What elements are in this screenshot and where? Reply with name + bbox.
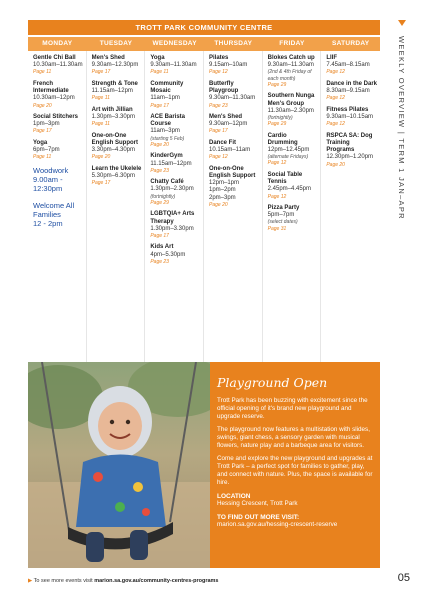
child-on-swing-image — [28, 362, 210, 568]
handwritten-note: 12:30pm — [33, 183, 63, 193]
feature-paragraph: The playground now features a multistation with slides, swings, giant chess, a sensory garden with musical flowers, nature play and a barbeque area for visitors. — [217, 426, 370, 449]
program-title: Fitness Pilates — [326, 106, 369, 113]
program-title: Dance Fit — [209, 139, 237, 146]
day-header: SATURDAY — [331, 40, 370, 47]
program-time: 3.30pm–4.30pm — [91, 147, 136, 154]
page-number: 05 — [397, 572, 410, 584]
more-info-label: TO FIND OUT MORE VISIT: — [217, 514, 300, 521]
program-page-ref: Page 12 — [209, 69, 228, 76]
program-page-ref: Page 12 — [326, 121, 345, 128]
program-entry — [209, 140, 259, 161]
program-time: 2.45pm–4.45pm — [267, 186, 312, 193]
program-entry — [268, 205, 318, 232]
handwritten-note: Families — [33, 209, 61, 219]
program-entry — [268, 55, 318, 88]
playground-photo — [28, 362, 210, 568]
program-time: 11am–1pm — [150, 95, 180, 102]
program-entry — [326, 55, 377, 76]
program-entry — [326, 107, 377, 128]
day-header: FRIDAY — [279, 40, 305, 47]
handwritten-note: 12 - 2pm — [33, 218, 63, 228]
program-entry — [92, 81, 142, 102]
program-entry — [209, 81, 259, 109]
program-entry — [150, 114, 200, 148]
program-entry — [268, 133, 318, 167]
program-entry — [150, 55, 200, 76]
program-entry — [92, 55, 142, 76]
program-time: 9.30am–11.30am — [150, 62, 197, 69]
program-time: 12pm–1pm 1pm–2pm 2pm–3pm — [209, 180, 240, 201]
footer-link[interactable]: marion.sa.gov.au/community-centres-programs — [94, 578, 219, 584]
program-page-ref: Page 29 — [267, 121, 287, 128]
program-time: 1.30pm–3.30pm — [150, 225, 194, 232]
centre-banner: TROTT PARK COMMUNITY CENTRE — [28, 20, 380, 35]
triangle-right-icon: ▶ — [28, 578, 33, 584]
program-title: Kids Art — [150, 244, 174, 251]
timetable — [28, 20, 380, 371]
program-page-ref: Page 11 — [150, 69, 169, 76]
program-time: 1.30pm–3.30pm — [91, 114, 136, 121]
program-time: 6pm–7pm — [33, 147, 60, 154]
program-title: Cardio Drumming — [267, 132, 298, 146]
program-time: 9.30am–11.30am — [267, 62, 314, 69]
more-info-link[interactable]: marion.sa.gov.au/hessing-crescent-reserve — [217, 521, 338, 528]
program-title: Community Mosaic — [150, 80, 184, 95]
program-time: 12pm–12.45pm — [267, 147, 310, 154]
day-column — [87, 51, 146, 371]
arrow-down-icon — [398, 20, 406, 26]
program-title: Strength & Tone — [91, 80, 138, 87]
side-label: WEEKLY OVERVIEW | TERM 1 JAN–APR — [397, 36, 406, 220]
program-note: (2nd & 4th Friday of each month) — [267, 69, 312, 82]
program-page-ref: Page 23 — [150, 167, 169, 174]
day-header: MONDAY — [42, 40, 73, 47]
program-title: Men's Shed — [91, 55, 125, 61]
program-entry — [150, 244, 200, 265]
day-column — [321, 51, 380, 371]
program-title: Blokes Catch up — [267, 55, 315, 61]
program-title: Southern Nunga Men's Group — [267, 93, 315, 107]
program-note: (fortnightly) — [150, 193, 176, 200]
program-time: 10.30am–11.30am — [33, 62, 83, 69]
program-time: 7.45am–8.15am — [326, 62, 370, 69]
program-entry — [326, 81, 377, 102]
program-title: Social Table Tennis — [267, 171, 303, 186]
day-header-row — [28, 37, 380, 51]
handwritten-note: Welcome All — [33, 200, 75, 210]
program-page-ref: Page 12 — [326, 69, 345, 76]
program-time: 1.30pm–2.30pm — [150, 186, 194, 193]
program-page-ref: Page 11 — [33, 69, 52, 76]
feature-paragraph: Come and explore the new playground and upgrades at Trott Park – a perfect spot for families to gather, play, and connect with nature. Plus, the space is available for hire. — [217, 455, 373, 486]
program-page-ref: Page 17 — [209, 128, 228, 135]
program-title: Chatty Café — [150, 179, 184, 186]
program-page-ref: Page 20 — [91, 154, 111, 161]
handwritten-note: 9.00am - — [33, 174, 63, 184]
program-entry — [33, 114, 83, 135]
program-time: 11.15am–12pm — [91, 88, 133, 95]
program-entry — [33, 140, 83, 161]
program-entry — [150, 153, 200, 174]
program-title: French Intermediate — [33, 80, 69, 95]
program-page-ref: Page 12 — [209, 154, 228, 161]
program-entry — [209, 166, 259, 209]
day-column — [28, 51, 87, 371]
day-column — [145, 51, 204, 371]
program-entry — [209, 55, 259, 76]
program-page-ref: Page 20 — [33, 102, 52, 109]
day-header: TUESDAY — [99, 40, 133, 47]
program-time: 1pm–3pm — [33, 121, 60, 128]
program-entry — [268, 93, 318, 127]
program-page-ref: Page 29 — [267, 81, 287, 88]
program-title: Learn the Ukelele — [91, 165, 142, 172]
program-title: One-on-One English Support — [91, 132, 138, 146]
program-entry — [92, 133, 142, 161]
program-page-ref: Page 12 — [326, 95, 345, 102]
program-title: Yoga — [33, 139, 48, 146]
program-page-ref: Page 31 — [267, 225, 287, 232]
program-note: (alternate Fridays) — [267, 154, 309, 161]
program-page-ref: Page 17 — [91, 180, 111, 187]
program-time: 10.15am–11am — [209, 147, 251, 154]
side-tab — [392, 20, 412, 280]
program-time: 11am–3pm — [150, 128, 180, 135]
program-title: Dance in the Dark — [326, 80, 378, 87]
program-time: 5pm–7pm — [267, 212, 295, 219]
handwritten-note: Woodwork — [33, 165, 69, 175]
program-page-ref: Page 11 — [33, 154, 52, 161]
day-column — [263, 51, 322, 371]
feature-paragraph: Trott Park has been buzzing with excitement since the official opening of it's brand new playground and upgrade reserve. — [217, 397, 368, 420]
footer — [28, 578, 219, 584]
program-title: Pizza Party — [267, 205, 300, 212]
program-entry — [209, 114, 259, 135]
program-title: LGBTQIA+ Arts Therapy — [150, 211, 195, 225]
feature-title: Playground Open — [217, 375, 328, 390]
program-time: 9.30am–10.15am — [326, 114, 374, 121]
program-time: 11.30am–2.30pm — [267, 107, 314, 114]
program-entry — [268, 172, 318, 200]
program-title: Social Stitchers — [33, 114, 79, 121]
program-note: (fortnightly) — [267, 114, 293, 121]
program-page-ref: Page 20 — [150, 141, 169, 148]
program-title: RSPCA SA: Dog Training Programs — [326, 132, 373, 154]
feature-panel — [210, 362, 380, 568]
program-time: 12.30pm–1.20pm — [326, 154, 374, 161]
program-entry — [92, 166, 142, 187]
footer-lead: To see more events visit — [33, 578, 93, 584]
program-page-ref: Page 17 — [150, 232, 169, 239]
program-title: Men's Shed — [209, 114, 243, 121]
program-time: 9.30am–12.30pm — [91, 62, 139, 69]
program-title: One-on-One English Support — [209, 165, 256, 180]
location-value: Hessing Crescent, Trott Park — [217, 500, 298, 507]
program-entry — [92, 107, 142, 128]
program-title: Butterfly Playgroup — [209, 80, 239, 95]
day-header: WEDNESDAY — [152, 40, 197, 47]
program-page-ref: Page 20 — [209, 201, 228, 208]
program-page-ref: Page 12 — [267, 160, 287, 167]
program-page-ref: Page 17 — [150, 102, 169, 109]
program-note: (select dates) — [267, 219, 298, 226]
program-time: 11.15am–12pm — [150, 160, 192, 167]
program-entry — [150, 179, 200, 206]
program-title: Yoga — [150, 55, 165, 61]
day-column — [204, 51, 263, 371]
program-page-ref: Page 23 — [209, 102, 228, 109]
program-title: Gentle Chi Ball — [33, 55, 76, 61]
program-time: 10.30am–12pm — [33, 95, 75, 102]
program-page-ref: Page 17 — [33, 128, 52, 135]
program-title: KinderGym — [150, 153, 183, 160]
program-page-ref: Page 20 — [326, 161, 345, 168]
program-entry — [33, 55, 83, 76]
program-title: ACE Barista Course — [150, 114, 186, 128]
program-page-ref: Page 23 — [150, 258, 169, 265]
program-entry — [33, 81, 83, 109]
program-entry — [150, 81, 200, 109]
program-page-ref: Page 11 — [91, 95, 110, 102]
program-grid — [28, 51, 380, 371]
program-title: Pilates — [209, 55, 229, 61]
program-entry — [150, 211, 200, 239]
day-header: THURSDAY — [214, 40, 253, 47]
program-page-ref: Page 17 — [91, 69, 111, 76]
program-title: Art with Jillian — [91, 106, 133, 113]
program-time: 9.15am–10am — [209, 62, 248, 69]
location-label: LOCATION — [217, 493, 251, 500]
program-time: 4pm–5.30pm — [150, 251, 186, 258]
program-page-ref: Page 29 — [150, 199, 169, 206]
program-time: 9.30am–12pm — [209, 121, 248, 128]
program-note: (starting 5 Feb) — [150, 135, 185, 142]
program-time: 8.30am–9.15am — [326, 88, 370, 95]
program-page-ref: Page 12 — [267, 193, 287, 200]
program-page-ref: Page 11 — [91, 121, 110, 128]
program-entry — [326, 133, 377, 168]
program-time: 5.30pm–6.30pm — [91, 173, 136, 180]
program-title: LIIF — [326, 55, 337, 61]
program-time: 9.30am–11.30am — [209, 95, 256, 102]
